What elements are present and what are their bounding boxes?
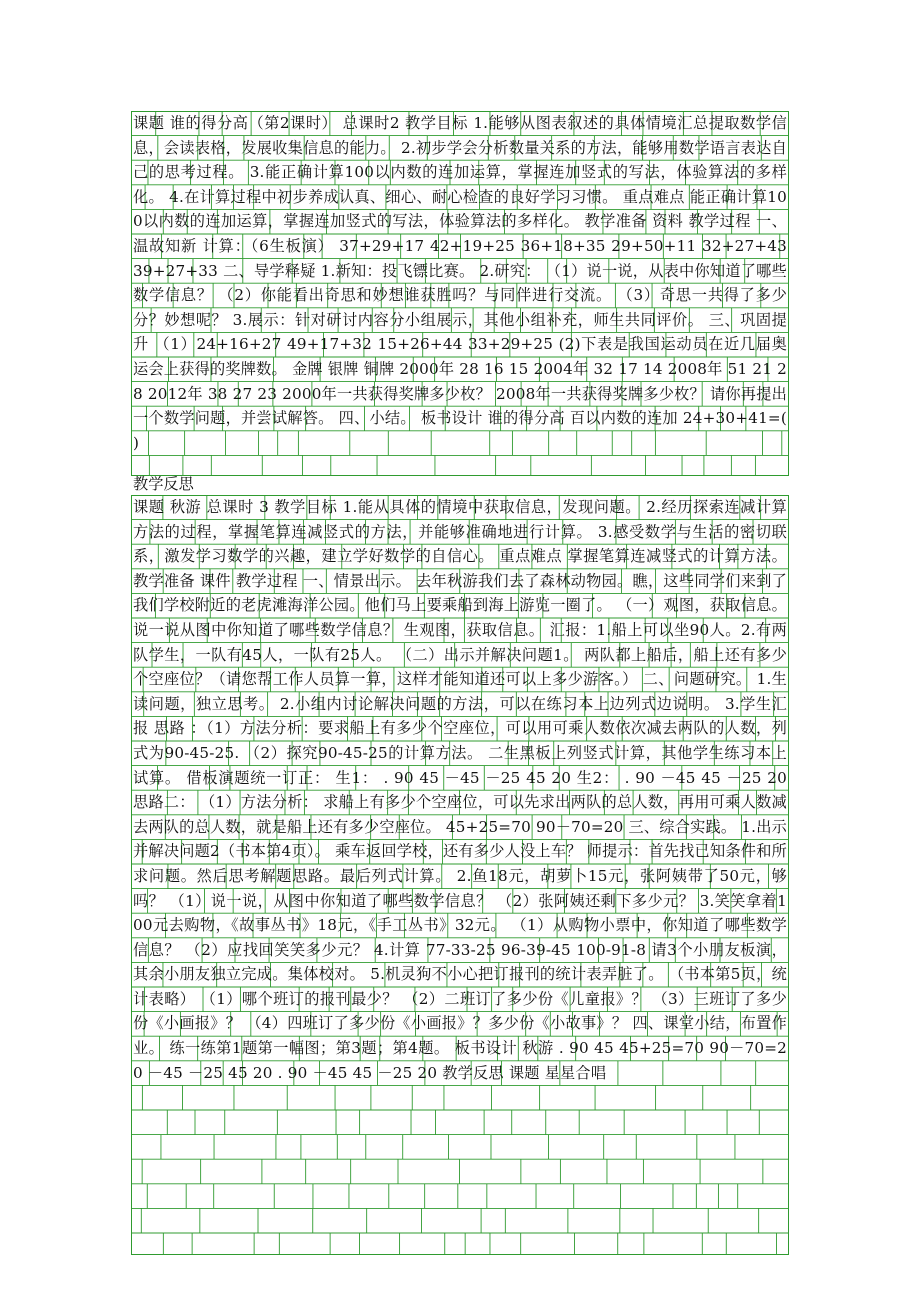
lesson-plan-1 bbox=[131, 111, 789, 476]
lesson-plan-2 bbox=[131, 495, 789, 1255]
lesson-1-text: 课题 谁的得分高（第2课时） 总课时2 教学目标 1.能够从图表叙述的具体情境汇总提取数学信息，会读表格，发展收集信息的能力。 2.初步学会分析数量关系的方法，能够用数学语言表达自己的思考过程。 3.能正确计算100以内数的连加运算，掌握连加竖式的写法，体验算法的多样化。 4.在计算过程中初步养成认真、细心、耐心检查的良好学习习惯。 重点难点 能正确计算100以内数的连加运算，掌握连加竖式的写法，体验算法的多样化。 教学准备 资料 教学过程 一、温故知新 计算：（6生板演） 37+29+17 42+19+25 36+18+35 29+50+11 32+27+43 39+27+33 二、导学释疑 1.新知：投飞镖比赛。 2.研究： （1）说一说，从表中你知道了哪些数学信息？ （2）你能看出奇思和妙想谁获胜吗？与同伴进行交流。 （3）奇思一共得了多少分？妙想呢？ 3.展示：针对研讨内容分小组展示，其他小组补充，师生共同评价。 三、巩固提升 （1）24+16+27 49+17+32 15+26+44 33+29+25 (2)下表是我国运动员在近几届奥运会上获得的奖牌数。 金牌 银牌 铜牌 2000年 28 16 15 2004年 32 17 14 2008年 51 21 28 2012年 38 27 23 2000年一共获得奖牌多少枚？ 2008年一共获得奖牌多少枚？ 请你再提出一个数学问题，并尝试解答。 四、小结。 板书设计 谁的得分高 百以内数的连加 24+30+41=( ) bbox=[133, 114, 787, 452]
lesson-2-text: 课题 秋游 总课时 3 教学目标 1.能从具体的情境中获取信息，发现问题。 2.经历探索连减计算方法的过程，掌握笔算连减竖式的方法，并能够准确地进行计算。 3.感受数学与生活的密切联系，激发学习数学的兴趣，建立学好数学的自信心。 重点难点 掌握笔算连减竖式的计算方法。 教学准备 课件 教学过程 一、情景出示。 去年秋游我们去了森林动物园。瞧，这些同学们来到了我们学校附近的老虎滩海洋公园。他们马上要乘船到海上游览一圈了。 （一）观图，获取信息。 说一说从图中你知道了哪些数学信息？ 生观图，获取信息。 汇报：1.船上可以坐90人。2.有两队学生，一队有45人，一队有25人。 （二）出示并解决问题1。 两队都上船后，船上还有多少个空座位？（请您帮工作人员算一算，这样才能知道还可以上多少游客。） 二、问题研究。 1.生读问题，独立思考。 2.小组内讨论解决问题的方法，可以在练习本上边列式边说明。 3.学生汇报 思路 ：（1）方法分析：要求船上有多少个空座位，可以用可乘人数依次减去两队的人数，列式为90-45-25. （2）探究90-45-25的计算方法。 二生黑板上列竖式计算，其他学生练习本上试算。 借板演题统一订正： 生1： . 90 45 －45 －25 45 20 生2： . 90 －45 45 －25 20 思路二： （1）方法分析： 求船上有多少个空座位，可以先求出两队的总人数，再用可乘人数减去两队的总人数，就是船上还有多少空座位。 45+25=70 90－70=20 三、综合实践。 1.出示并解决问题2（书本第4页）。 乘车返回学校，还有多少人没上车？ 师提示：首先找已知条件和所求问题。然后思考解题思路。最后列式计算。 2.鱼18元，胡萝卜15元，张阿姨带了50元，够吗？ （1）说一说，从图中你知道了哪些数学信息？ （2）张阿姨还剩下多少元？ 3.笑笑拿着100元去购物，《故事丛书》18元，《手工丛书》32元。 （1）从购物小票中，你知道了哪些数学信息？ （2）应找回笑笑多少元？ 4.计算 77-33-25 96-39-45 100-91-8 请3个小朋友板演，其余小朋友独立完成。集体校对。 5.机灵狗不小心把订报刊的统计表弄脏了。 （书本第5页，统计表略） （1）哪个班订的报刊最少？ （2）二班订了多少份《儿童报》？ （3）三班订了多少份《小画报》？ （4）四班订了多少份《小画报》？多少份《小故事》？ 四、课堂小结，布置作业。 练一练第1题第一幅图；第3题；第4题。 板书设计 秋游 . 90 45 45+25=70 90－70=20 －45 －25 45 20 . 90 －45 45 －25 20 教学反思 课题 星星合唱 bbox=[133, 498, 787, 1082]
section-heading: 教学反思 bbox=[133, 475, 194, 493]
